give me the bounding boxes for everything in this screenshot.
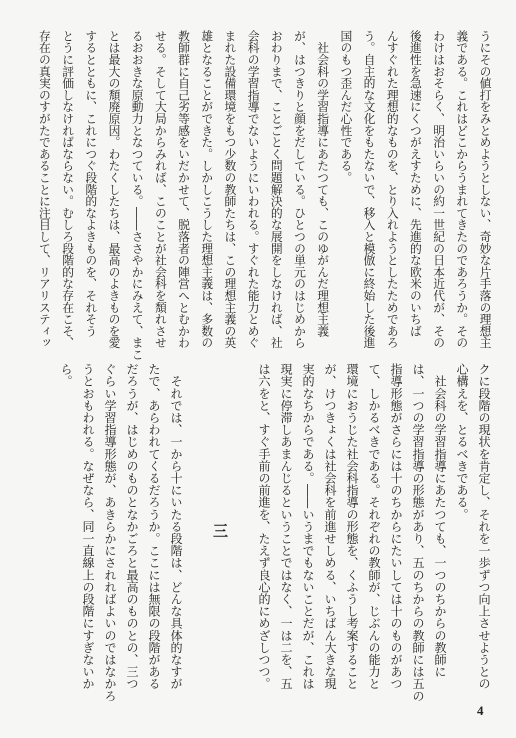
text-column: うにその値打をみとめようとしない、奇妙な片手落の理想主 bbox=[478, 30, 492, 349]
text-column: それでは、一から十にいたる段階は、どんな具体的なすが bbox=[169, 363, 183, 690]
text-column: が、けつきょくは社会科を前進せしめる、いちばん大きな現 bbox=[323, 363, 337, 690]
text-column: クに段階の現状を肯定し、それを一歩ずつ向上させようとの bbox=[477, 363, 491, 690]
text-column: たで、あらわれてくるだろうか。ここには無限の段階がある bbox=[147, 363, 161, 690]
text-column: とうに評価しなければならない。むしろ段階的な存在こそ、 bbox=[60, 30, 75, 349]
text-column: 存在の真実のすがたであることに注目して、リアリスティッ bbox=[37, 30, 52, 349]
text-column: 現実に停滞しあまんじるということではなく、一は二を、五 bbox=[279, 363, 293, 690]
text-column: 国のもつ歪んだ心性である。 bbox=[338, 30, 353, 184]
text-column: うとおもわれる。なぜなら、同一直線上の段階にすぎないか bbox=[81, 363, 95, 690]
page-number: 4 bbox=[477, 703, 484, 718]
text-column: 実的なちからである。――いうまでもないことだが、これは bbox=[301, 363, 315, 690]
text-column: おわりまで、ことごとく問題解決的な展開をしなければ、社 bbox=[269, 30, 284, 349]
text-column: 後進性を急速にくつがえすために、先進的な欧米のいちば bbox=[408, 30, 423, 337]
text-column: とは最大の頽廃原因。わたくしたちは、最高のよきものを愛 bbox=[107, 30, 121, 349]
lower-tier-text bbox=[55, 363, 495, 708]
section-heading: 三 bbox=[211, 523, 229, 538]
text-column: わけはおそらく、明治いらいの約一世紀の日本近代が、その bbox=[431, 30, 446, 349]
text-column: んすぐれた理想的なものを、とり入れようとしたためであろ bbox=[385, 30, 400, 349]
text-column: 義である。これはどこからうまれてきたのであろうか。その bbox=[454, 30, 469, 349]
text-column: う。自主的な文化をもたないで、移入と模倣に終始した後進 bbox=[362, 30, 377, 349]
text-column: だろうが、はじめのものとなかごろと最高のものとの、三つ bbox=[125, 363, 139, 690]
text-column: 雄となることができた。しかしこうした理想主義は、多数の bbox=[199, 30, 214, 349]
text-column: するとともに、これにつぐ段階的なよきものを、それそう bbox=[83, 30, 98, 337]
text-column: 環境におうじた社会科指導の形態を、くふうし考案すること bbox=[345, 363, 359, 690]
text-column: 社会科の学習指導にあたつても、このゆがんだ理想主義 bbox=[315, 30, 330, 337]
text-column: せる。そして大局からみれば、このことが社会科を頽れさせ bbox=[153, 30, 168, 349]
text-column: は六をと、すぐ手前の前進を、たえず良心的にめざしつつ。 bbox=[257, 363, 271, 690]
text-column: 心構えを、とるべきである。 bbox=[455, 363, 469, 521]
text-column: ぐらい学習指導形態が、あきらかにされればよいのではなかろ bbox=[103, 363, 117, 702]
text-column: るおおきな原動力となつている。――ささやかにみえて、まこ bbox=[130, 30, 145, 361]
upper-tier-text bbox=[32, 30, 496, 360]
text-column: 教師群に自己劣等感をいだかせて、脱落者の陣営へとむかわ bbox=[176, 30, 191, 349]
text-column: 指導形態がさらには十のちからにたいしては十のものがあつ bbox=[389, 363, 403, 690]
text-column: ら。 bbox=[59, 363, 73, 388]
text-column: て、しかるべきである。それぞれの教師が、じぶんの能力と bbox=[367, 363, 381, 690]
text-column: は、一つの学習指導の形態があり、五のちからの教師には五の bbox=[411, 363, 425, 702]
text-column: 会科の学習指導でないようにいわれる。すぐれた能力とめぐ bbox=[246, 30, 261, 349]
text-column: 社会科の学習指導にあたつても、一つのちからの教師に bbox=[433, 363, 447, 678]
text-column: まれた設備環境をもつ少数の教師たちは、この理想主義の英 bbox=[222, 30, 237, 349]
text-column: が、はつきりと顔をだしている。ひとつの単元のはじめから bbox=[292, 30, 307, 349]
